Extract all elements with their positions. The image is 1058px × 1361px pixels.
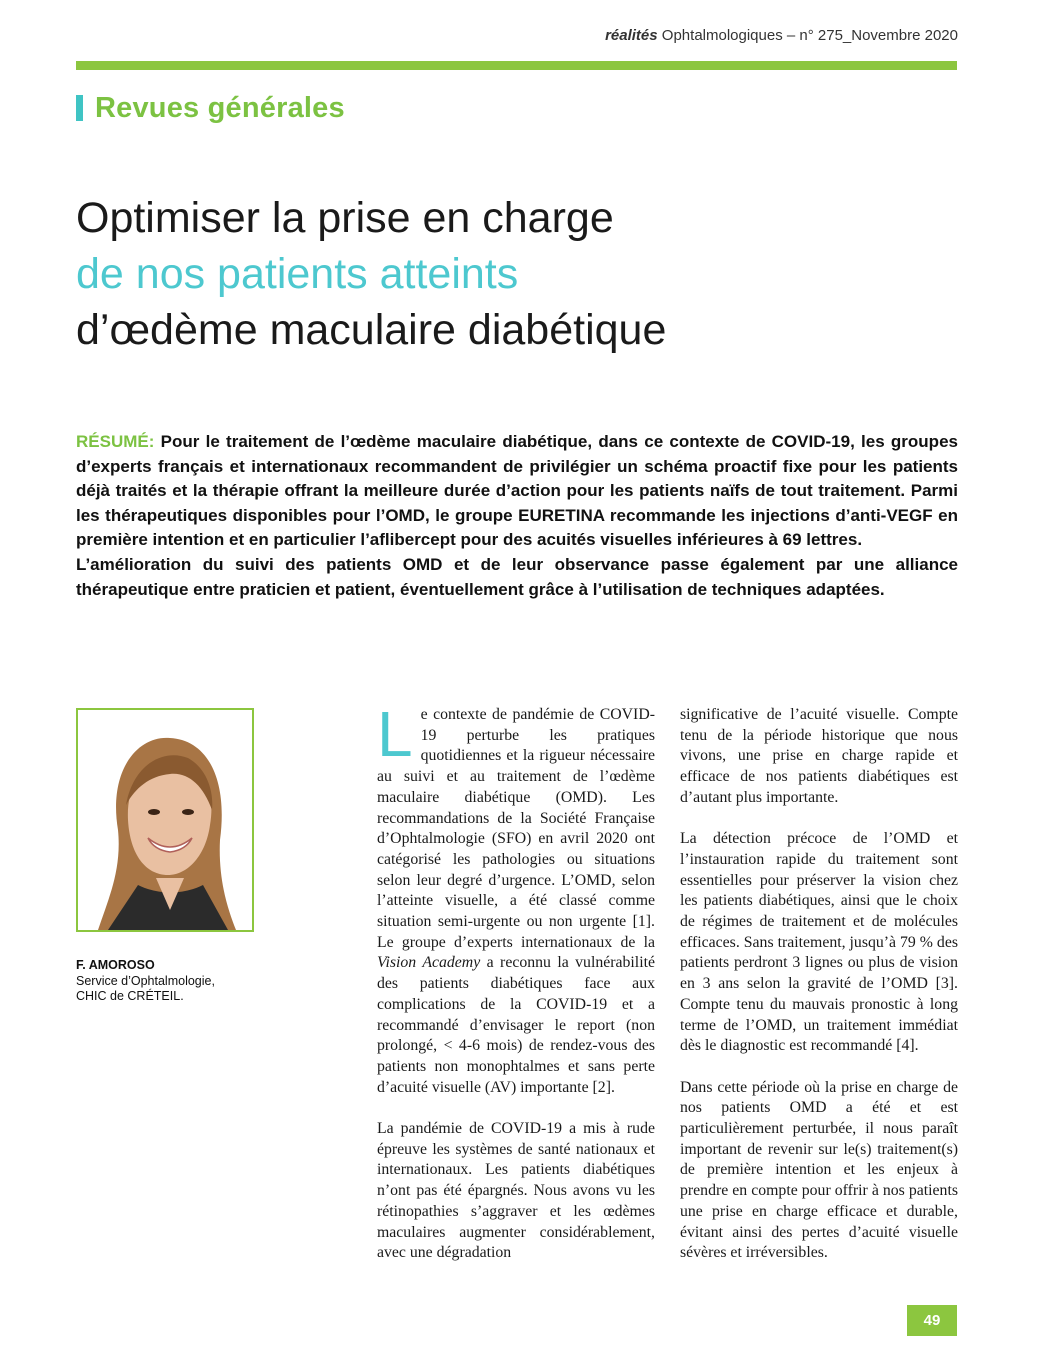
journal-issue: Ophtalmologiques – n° 275_Novembre 2020 bbox=[661, 27, 958, 44]
abstract-label: RÉSUMÉ: bbox=[76, 432, 155, 451]
title-line-2: de nos patients atteints bbox=[76, 250, 519, 298]
body-column-2 bbox=[680, 705, 958, 1285]
title-line-3: d’œdème maculaire diabétique bbox=[76, 306, 667, 354]
body-paragraph: La détection précoce de l’OMD et l’instauration rapide du traitement sont essentielles pour préserver la vision chez les patients diabétiques, ainsi que le choix de régimes de traitement et de molécules efficaces. Sans traitement, jusqu’à 79 % des patients perdront 3 lignes ou plus de vision en 3 ans selon la gravité de l’OMD [3]. Compte tenu du mauvais pronostic à long terme de l’OMD, un traitement immédiat dès le diagnostic est recommandé [4]. bbox=[680, 830, 958, 1055]
abstract-text-1: Pour le traitement de l’œdème maculaire diabétique, dans ce contexte de COVID-19, les groupes d’experts français et internationaux recommandent de privilégier un schéma proactif fixe pour les patients déjà traités et la thérapie offrant la meilleure durée d’action pour les patients naïfs de tout traitement. Parmi les thérapeutiques disponibles pour l’OMD, le groupe EURETINA recommande les injections d’anti-VEGF en première intention et en particulier l’aflibercept pour des acuités visuelles inférieures à 69 lettres. bbox=[76, 432, 958, 550]
journal-brand: réalités bbox=[605, 27, 658, 44]
section-heading bbox=[76, 92, 345, 124]
running-header bbox=[605, 27, 958, 44]
body-column-1 bbox=[377, 698, 655, 1285]
author-photo bbox=[76, 708, 254, 932]
body-paragraph: La pandémie de COVID-19 a mis à rude épreuve les systèmes de santé nationaux et internationaux. Les patients diabétiques n’ont pas été épargnés. Nous avons vu les rétinopathies s’aggraver et les œdèmes maculaires augmenter considérablement, avec une dégradation bbox=[377, 1120, 655, 1262]
header-rule bbox=[76, 61, 957, 70]
body-paragraph bbox=[377, 698, 655, 1098]
author-affiliation-2: CHIC de CRÉTEIL. bbox=[76, 989, 184, 1003]
body-text-a: e contexte de pandémie de COVID-19 perturbe les pratiques quotidiennes et la rigueur nécessaire au suivi et au traitement de l’œdème maculaire diabétique (OMD). Les recommandations de la Société Française d’Ophtalmologie (SFO) en avril 2020 ont catégorisé les pathologies ou situations selon leur degré d’urgence. L’OMD, selon l’atteinte visuelle, a été classé comme situation semi-urgente ou non urgente [1]. Le groupe d’experts internationaux de la bbox=[377, 706, 655, 951]
body-text-b: a reconnu la vulnérabilité des patients diabétiques face aux complications de la COVID-19 et a recommandé d’envisager le report (non prolongé, < 4-6 mois) de rendez-vous des patients non monophtalmes et sans perte d’acuité visuelle (AV) importante [2]. bbox=[377, 954, 655, 1096]
abstract bbox=[76, 430, 958, 602]
title-line-1: Optimiser la prise en charge bbox=[76, 194, 614, 242]
author-affiliation-1: Service d’Ophtalmologie, bbox=[76, 973, 215, 988]
body-paragraph: significative de l’acuité visuelle. Compte tenu de la période historique que nous vivons, une prise en charge rapide et efficace de nos patients diabétiques est d’autant plus importante. bbox=[680, 706, 958, 806]
author-portrait-image bbox=[78, 710, 252, 930]
author-name: F. AMOROSO bbox=[76, 958, 155, 972]
body-italic-term: Vision Academy bbox=[377, 954, 481, 972]
abstract-para-2: L’amélioration du suivi des patients OMD et de leur observance passe également par une alliance thérapeutique entre praticien et patient, éventuellement grâce à l’utilisation de techniques adaptées. bbox=[76, 554, 958, 599]
drop-cap: L bbox=[377, 698, 413, 770]
author-block bbox=[76, 958, 276, 1005]
section-label: Revues générales bbox=[95, 91, 345, 124]
body-paragraph: Dans cette période où la prise en charge de nos patients OMD a été et est particulièrement perturbée, il nous paraît important de revenir sur le(s) traitement(s) de première intention et les enjeux à prendre en compte pour offrir à nos patients une prise en charge efficace et durable, évitant ainsi des pertes d’acuité visuelle sévères et irréversibles. bbox=[680, 1078, 958, 1262]
abstract-para-1 bbox=[76, 430, 958, 553]
page-number: 49 bbox=[907, 1305, 957, 1336]
section-marker bbox=[76, 95, 83, 121]
article-title bbox=[76, 190, 976, 358]
